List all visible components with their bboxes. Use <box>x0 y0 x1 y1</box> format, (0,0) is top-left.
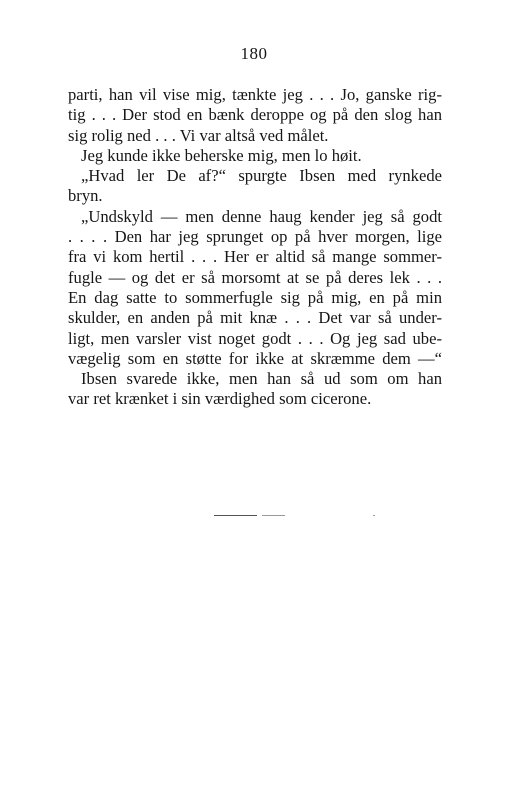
text-line: sig rolig ned . . . Vi var altså ved målet. <box>68 125 329 145</box>
text-line: Jeg kunde ikke beherske mig, men lo høit. <box>81 145 362 165</box>
text-line: tig . . . Der stod en bænk deroppe og på den slog han <box>68 105 442 125</box>
text-line: „Hvad ler De af?“ spurgte Ibsen med rynkede <box>81 166 442 186</box>
text-line: En dag satte to sommerfugle sig på mig, en på min <box>68 287 442 307</box>
text-line: Ibsen svarede ikke, men han så ud som om han <box>81 369 442 389</box>
text-line: var ret krænket i sin værdighed som cicerone. <box>68 389 372 409</box>
page-number: 180 <box>240 44 268 63</box>
text-line: bryn. <box>68 186 103 206</box>
text-line: parti, han vil vise mig, tænkte jeg . . . Jo, ganske rig- <box>68 85 442 104</box>
text-line: . . . . Den har jeg sprunget op på hver morgen, lige <box>68 227 442 247</box>
text-line: vægelig som en støtte for ikke at skræmme dem —“ <box>68 348 442 368</box>
print-mark-short <box>262 515 285 516</box>
text-line: ligt, men varsler vist noget godt . . . Og jeg sad ube- <box>68 328 442 348</box>
text-line: fugle — og det er så morsomt at se på deres lek . . . <box>68 267 442 287</box>
print-mark-long <box>214 515 257 516</box>
print-mark-dot <box>373 515 375 516</box>
body-text <box>68 85 442 410</box>
text-line: „Undskyld — men denne haug kender jeg så godt <box>81 206 442 226</box>
text-line: fra vi kom hertil . . . Her er altid så mange sommer- <box>68 247 442 267</box>
text-line: skulder, en anden på mit knæ . . . Det var så under- <box>68 308 442 328</box>
